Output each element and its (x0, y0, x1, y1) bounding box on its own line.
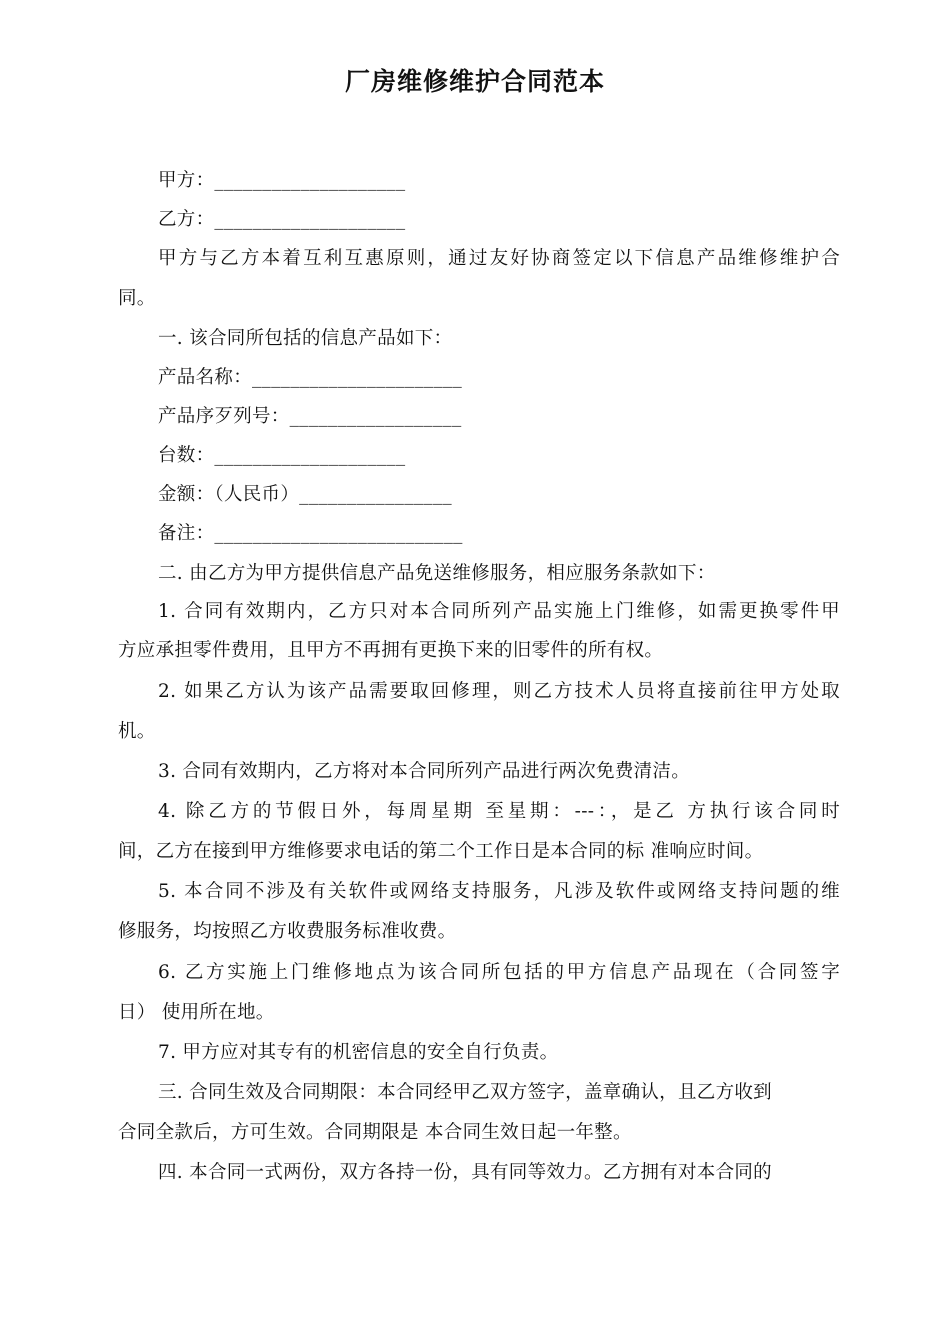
clause-2-line-2: 机。 (118, 721, 156, 742)
intro-paragraph-line-1: 甲方与乙方本着互利互惠原则，通过友好协商签定以下信息产品维修维护合 (158, 248, 840, 269)
clause-3-line-1: 3. 合同有效期内，乙方将对本合同所列产品进行两次免费清洁。 (158, 761, 691, 782)
clause-1-line-1: 1. 合同有效期内，乙方只对本合同所列产品实施上门维修，如需更换零件甲 (158, 601, 840, 622)
clause-5-line-2: 修服务，均按照乙方收费服务标准收费。 (118, 921, 457, 942)
intro-paragraph-line-2: 同。 (118, 288, 156, 309)
section-4-line-1: 四. 本合同一式两份，双方各持一份，具有同等效力。乙方拥有对本合同的 (158, 1162, 772, 1183)
section-2-heading: 二. 由乙方为甲方提供信息产品免送维修服务，相应服务条款如下： (158, 563, 716, 584)
clause-5-line-1: 5. 本合同不涉及有关软件或网络支持服务，凡涉及软件或网络支持问题的维 (158, 881, 840, 902)
party-b-line: 乙方：____________________ (158, 209, 406, 230)
clause-6-line-2: 日） 使用所在地。 (118, 1002, 275, 1023)
clause-1-line-2: 方应承担零件费用，且甲方不再拥有更换下来的旧零件的所有权。 (118, 640, 664, 661)
section-3-line-2: 合同全款后，方可生效。合同期限是 本合同生效日起一年整。 (118, 1122, 632, 1143)
clause-2-line-1: 2. 如果乙方认为该产品需要取回修理，则乙方技术人员将直接前往甲方处取 (158, 681, 840, 702)
clause-4-line-2: 间，乙方在接到甲方维修要求电话的第二个工作日是本合同的标 准响应时间。 (118, 841, 764, 862)
amount-field: 金额：（人民币）________________ (158, 484, 452, 505)
product-serial-field: 产品序歹列号：__________________ (158, 406, 462, 427)
clause-7-line-1: 7. 甲方应对其专有的机密信息的安全自行负责。 (158, 1042, 559, 1063)
section-1-heading: 一. 该合同所包括的信息产品如下： (158, 328, 453, 349)
clause-4-line-1: 4. 除乙方的节假日外，每周星期 至星期：---：，是乙 方执行该合同时 (158, 801, 840, 822)
clause-6-line-1: 6. 乙方实施上门维修地点为该合同所包括的甲方信息产品现在（合同签字 (158, 962, 840, 983)
product-name-field: 产品名称：______________________ (158, 367, 463, 388)
remarks-field: 备注：__________________________ (158, 523, 463, 544)
units-field: 台数：____________________ (158, 445, 406, 466)
party-a-line: 甲方：____________________ (158, 170, 406, 191)
document-title: 厂房维修维护合同范本 (344, 67, 605, 96)
section-3-line-1: 三. 合同生效及合同期限：本合同经甲乙双方签字，盖章确认，且乙方收到 (158, 1082, 772, 1103)
